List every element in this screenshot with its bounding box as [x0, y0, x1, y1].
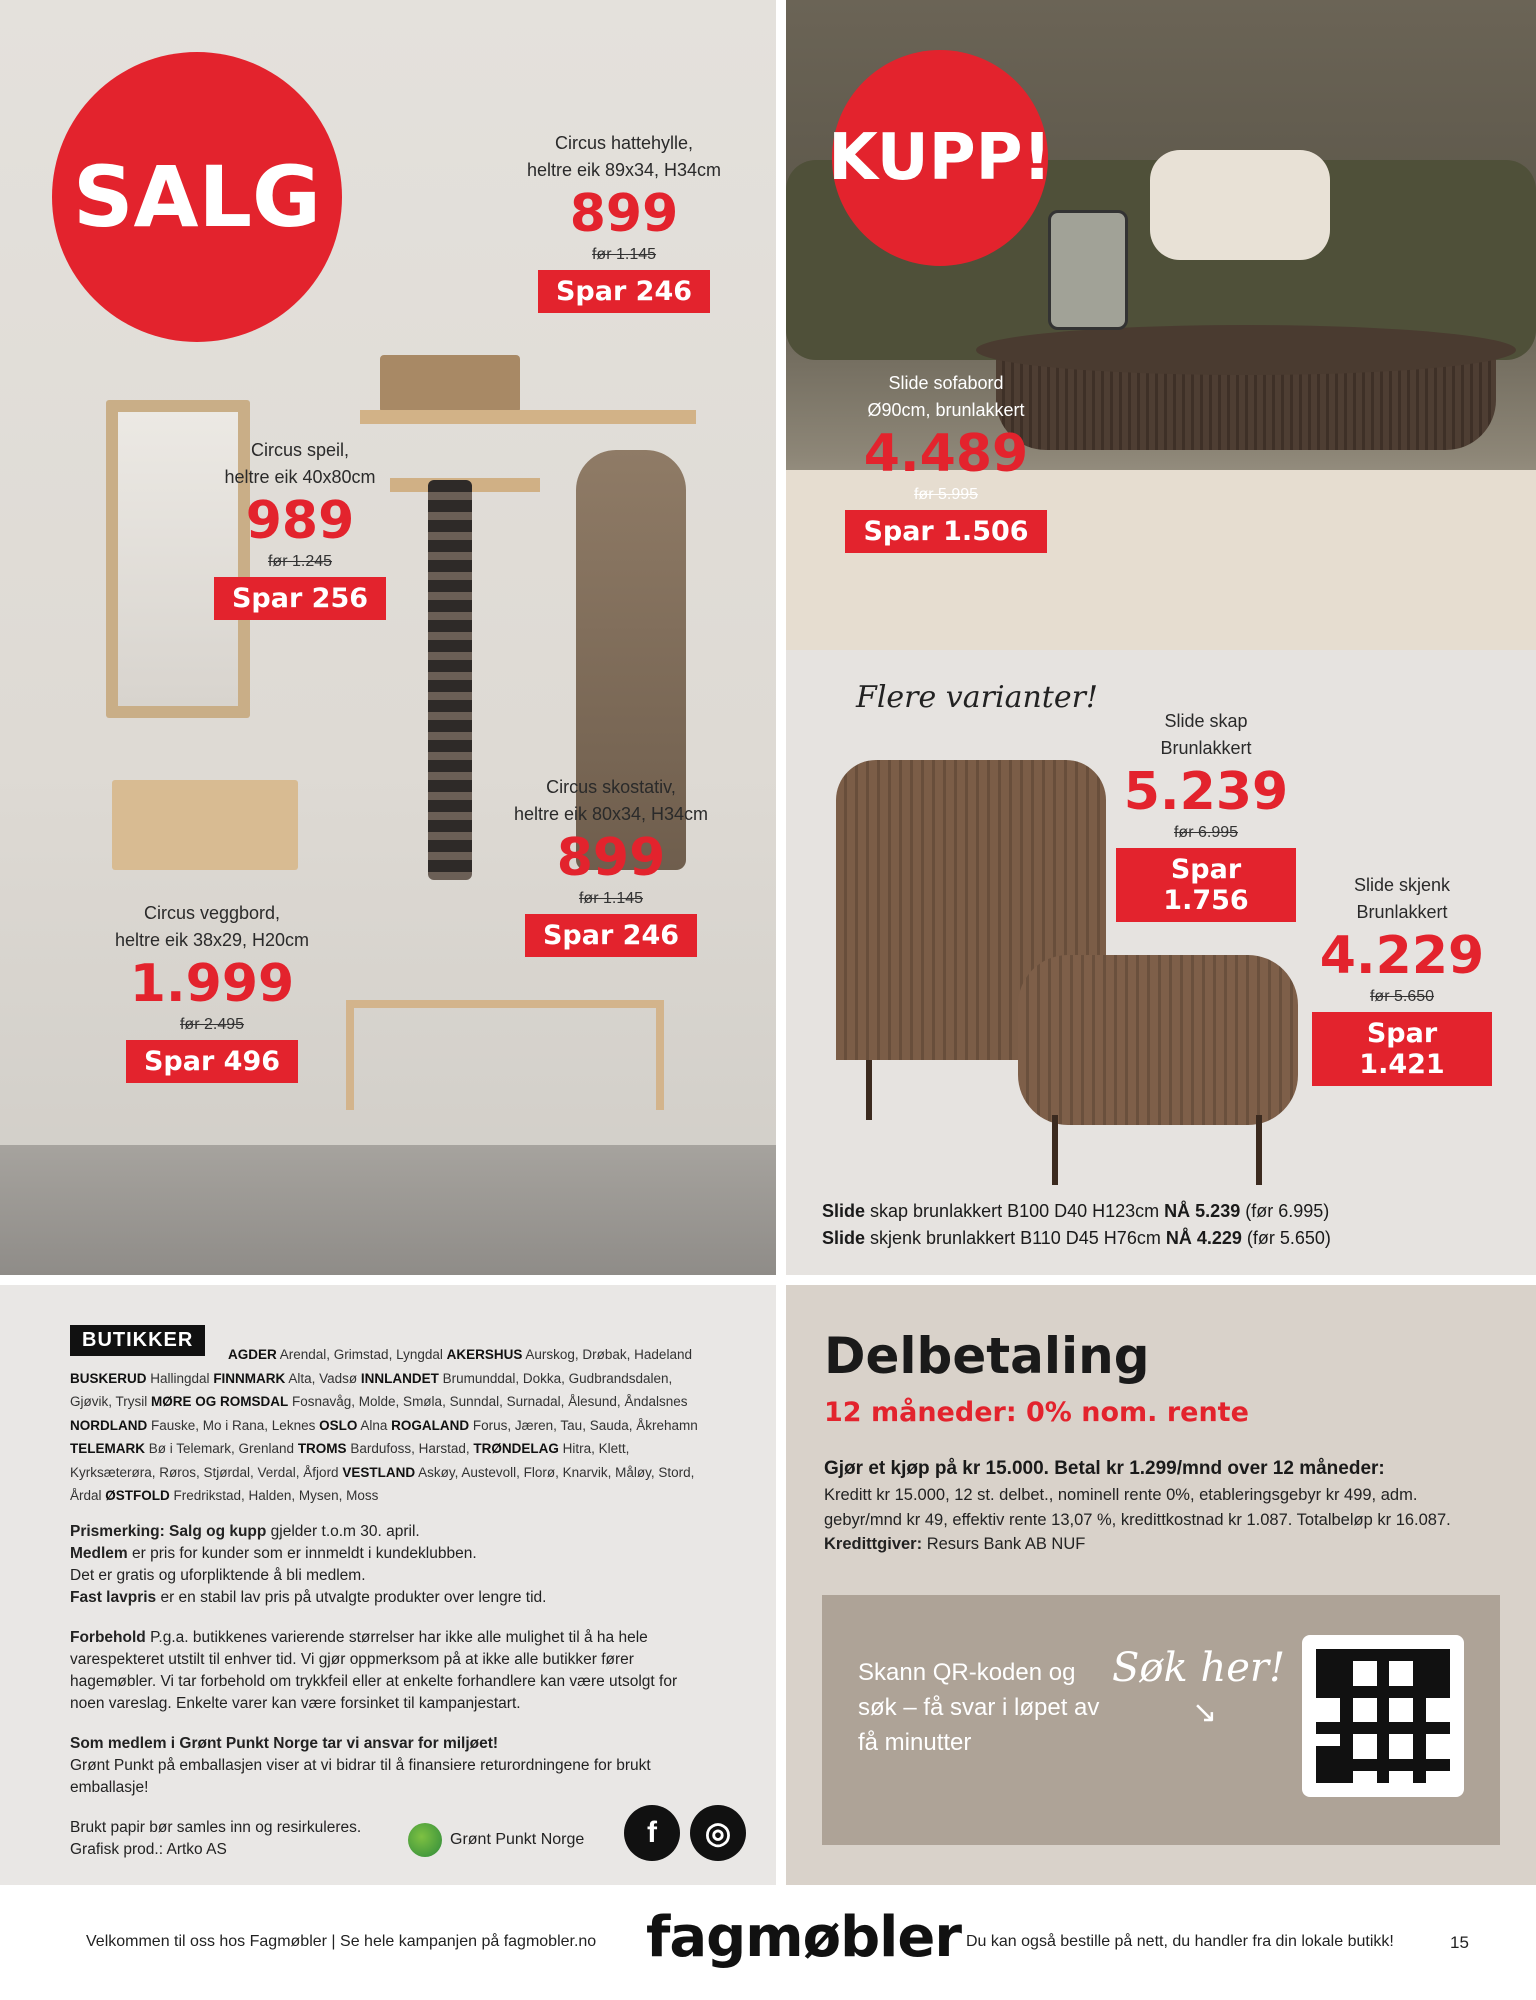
- qr-module: [1353, 1661, 1365, 1673]
- shoe-rack-image: [346, 1000, 664, 1110]
- grafisk-text: Grafisk prod.: Artko AS: [70, 1841, 227, 1858]
- page-number: 15: [1450, 1933, 1469, 1952]
- qr-module: [1353, 1771, 1365, 1783]
- qr-code-pattern: [1316, 1649, 1450, 1783]
- gront-punkt-heading: Som medlem i Grønt Punkt Norge tar vi ansvar for miljøet!: [70, 1735, 499, 1752]
- qr-module: [1413, 1746, 1425, 1758]
- spec-now-price: NÅ 4.229: [1165, 1228, 1242, 1248]
- qr-module: [1316, 1746, 1328, 1758]
- store-towns: Aurskog, Drøbak, Hadeland: [522, 1347, 692, 1362]
- qr-module: [1328, 1759, 1340, 1771]
- store-region: INNLANDET: [360, 1370, 439, 1386]
- qr-module: [1353, 1734, 1365, 1746]
- product-desc: Ø90cm, brunlakkert: [867, 400, 1025, 420]
- store-towns: Brumunddal, Dokka, Gudbrandsdalen, Gjøvik, Trysil: [70, 1370, 673, 1409]
- qr-module: [1401, 1771, 1413, 1783]
- qr-module: [1353, 1710, 1365, 1722]
- sideboard-image: [1018, 955, 1298, 1125]
- store-list: [70, 1343, 710, 1508]
- cushion-image: [1150, 150, 1330, 260]
- qr-module: [1401, 1722, 1413, 1734]
- qr-module: [1316, 1722, 1328, 1734]
- store-region: ROGALAND: [391, 1417, 470, 1433]
- qr-module: [1401, 1698, 1413, 1710]
- kupp-badge: KUPP!: [832, 50, 1048, 266]
- spar-badge: Spar 246: [525, 914, 697, 957]
- product-name: Slide skap: [1164, 711, 1248, 731]
- qr-module: [1413, 1698, 1425, 1710]
- spar-badge: Spar 1.506: [845, 510, 1046, 553]
- qr-module: [1340, 1649, 1352, 1661]
- salg-badge: SALG: [52, 52, 342, 342]
- store-towns: Alna: [357, 1417, 392, 1433]
- qr-module: [1377, 1759, 1389, 1771]
- product-desc: heltre eik 89x34, H34cm: [526, 160, 722, 180]
- qr-module: [1389, 1686, 1401, 1698]
- qr-module: [1328, 1734, 1340, 1746]
- qr-module: [1413, 1686, 1425, 1698]
- hat-shelf-image: [360, 410, 696, 424]
- qr-search-note: Søk her!: [1112, 1645, 1286, 1691]
- qr-module: [1316, 1734, 1328, 1746]
- product-price: 1.999: [129, 954, 295, 1014]
- qr-module: [1438, 1698, 1450, 1710]
- recycle-text: Brukt papir bør samles inn og resirkuleres.: [70, 1819, 362, 1836]
- qr-module: [1353, 1759, 1365, 1771]
- qr-module: [1377, 1746, 1389, 1758]
- arrow-icon: ↘: [1192, 1696, 1218, 1729]
- prismerking-text: gjelder t.o.m 30. april.: [266, 1523, 420, 1540]
- store-region: VESTLAND: [342, 1464, 416, 1480]
- store-region: BUSKERUD: [70, 1370, 147, 1386]
- spec-line-sideboard: [822, 1225, 1331, 1252]
- gront-punkt-logo-text: Grønt Punkt Norge: [450, 1831, 585, 1848]
- handwritten-note: Flere varianter!: [856, 680, 1098, 715]
- footer: [0, 1885, 1536, 2000]
- qr-module: [1353, 1746, 1365, 1758]
- qr-module: [1426, 1759, 1438, 1771]
- qr-module: [1328, 1661, 1340, 1673]
- store-region: TELEMARK: [70, 1441, 145, 1456]
- hall-panel: [0, 0, 776, 1275]
- floor-image: [0, 1145, 776, 1275]
- spar-badge: Spar 256: [214, 577, 386, 620]
- product-price: 4.229: [1319, 926, 1485, 986]
- store-region: AGDER: [228, 1347, 277, 1362]
- butikker-heading: BUTIKKER: [70, 1325, 205, 1356]
- qr-module: [1340, 1771, 1352, 1783]
- product-desc: Brunlakkert: [1356, 902, 1448, 922]
- qr-module: [1316, 1759, 1328, 1771]
- qr-module: [1426, 1771, 1438, 1783]
- spec-desc: skap brunlakkert B100 D40 H123cm: [865, 1201, 1165, 1221]
- slide-specs: [822, 1198, 1331, 1252]
- qr-module: [1365, 1673, 1377, 1685]
- qr-module: [1389, 1710, 1401, 1722]
- qr-module: [1377, 1722, 1389, 1734]
- qr-module: [1401, 1759, 1413, 1771]
- qr-instruction: Skann QR-koden og søk – få svar i løpet av få minutter: [858, 1659, 1100, 1756]
- qr-module: [1438, 1661, 1450, 1673]
- qr-module: [1426, 1649, 1438, 1661]
- spar-badge: Spar 496: [126, 1040, 298, 1083]
- qr-module: [1365, 1746, 1377, 1758]
- store-towns: Bø i Telemark, Grenland: [145, 1441, 298, 1456]
- medlem-text: er pris for kunder som er innmeldt i kundeklubben.: [127, 1545, 477, 1562]
- qr-module: [1413, 1734, 1425, 1746]
- qr-module: [1328, 1649, 1340, 1661]
- qr-module: [1316, 1661, 1328, 1673]
- product-before-price: før 6.995: [1173, 824, 1239, 841]
- print-info: [70, 1817, 410, 1861]
- store-region: TROMS: [297, 1441, 347, 1456]
- qr-module: [1377, 1771, 1389, 1783]
- qr-module: [1426, 1710, 1438, 1722]
- facebook-icon[interactable]: f: [624, 1805, 680, 1861]
- product-desc: heltre eik 40x80cm: [224, 467, 376, 487]
- qr-module: [1340, 1686, 1352, 1698]
- spec-before-price: (før 5.650): [1241, 1228, 1331, 1248]
- qr-module: [1365, 1734, 1377, 1746]
- prismerking-label: Prismerking: Salg og kupp: [70, 1523, 267, 1540]
- product-before-price: før 1.145: [591, 246, 657, 263]
- qr-module: [1413, 1771, 1425, 1783]
- qr-module: [1328, 1698, 1340, 1710]
- store-region: AKERSHUS: [446, 1347, 523, 1362]
- store-region: FINNMARK: [213, 1370, 286, 1386]
- store-towns: Askøy, Austevoll, Florø, Knarvik, Måløy, Stord, Årdal: [70, 1464, 695, 1503]
- qr-module: [1340, 1710, 1352, 1722]
- qr-module: [1413, 1722, 1425, 1734]
- medlem-line-2: Det er gratis og uforpliktende å bli medlem.: [70, 1567, 366, 1584]
- forbehold-info: [70, 1627, 710, 1715]
- qr-module: [1401, 1710, 1413, 1722]
- wall-table-image: [112, 780, 298, 870]
- store-towns: Fauske, Mo i Rana, Leknes: [147, 1417, 320, 1433]
- qr-module: [1438, 1734, 1450, 1746]
- qr-module: [1401, 1746, 1413, 1758]
- qr-module: [1377, 1673, 1389, 1685]
- fast-lavpris-line: [70, 1587, 710, 1609]
- qr-module: [1413, 1673, 1425, 1685]
- qr-module: [1438, 1710, 1450, 1722]
- qr-module: [1389, 1649, 1401, 1661]
- store-towns: Alta, Vadsø: [285, 1370, 361, 1386]
- qr-module: [1438, 1722, 1450, 1734]
- product-name: Circus skostativ,: [546, 777, 676, 797]
- qr-module: [1389, 1734, 1401, 1746]
- qr-module: [1377, 1686, 1389, 1698]
- qr-module: [1353, 1649, 1365, 1661]
- qr-module: [1438, 1771, 1450, 1783]
- qr-module: [1328, 1673, 1340, 1685]
- qr-module: [1438, 1746, 1450, 1758]
- product-before-price: før 5.650: [1369, 988, 1435, 1005]
- qr-module: [1353, 1698, 1365, 1710]
- store-towns: Hitra, Klett, Kyrksæterøra, Røros, Stjørdal, Verdal, Åfjord: [70, 1441, 630, 1480]
- qr-module: [1413, 1759, 1425, 1771]
- coffee-table-top-image: [976, 325, 1516, 375]
- spar-badge: Spar 1.421: [1312, 1012, 1492, 1086]
- qr-module: [1340, 1759, 1352, 1771]
- store-region: NORDLAND: [70, 1417, 148, 1433]
- product-before-price: før 1.245: [267, 553, 333, 570]
- qr-module: [1365, 1686, 1377, 1698]
- qr-module: [1426, 1661, 1438, 1673]
- product-price: 899: [569, 184, 679, 244]
- living-panel: [786, 0, 1536, 650]
- qr-module: [1328, 1722, 1340, 1734]
- qr-module: [1365, 1698, 1377, 1710]
- qr-module: [1389, 1759, 1401, 1771]
- basket-image: [380, 355, 520, 413]
- qr-module: [1438, 1759, 1450, 1771]
- qr-module: [1389, 1746, 1401, 1758]
- spec-brand: Slide: [822, 1201, 866, 1221]
- qr-module: [1426, 1673, 1438, 1685]
- qr-module: [1426, 1722, 1438, 1734]
- store-towns: Hallingdal: [146, 1370, 214, 1386]
- credit-terms: [824, 1483, 1464, 1557]
- spec-line-cabinet: [822, 1198, 1331, 1225]
- product-desc: Brunlakkert: [1160, 738, 1252, 758]
- info-panel: [0, 1285, 776, 1885]
- qr-module: [1377, 1710, 1389, 1722]
- gront-punkt-icon: [408, 1823, 442, 1857]
- store-towns: Bardufoss, Harstad,: [346, 1441, 474, 1456]
- qr-module: [1316, 1649, 1328, 1661]
- lantern-image: [1048, 210, 1128, 330]
- qr-module: [1328, 1686, 1340, 1698]
- qr-module: [1316, 1673, 1328, 1685]
- qr-module: [1353, 1686, 1365, 1698]
- fagmobler-logo[interactable]: fagmøbler: [646, 1905, 961, 1970]
- qr-module: [1377, 1698, 1389, 1710]
- product-before-price: før 5.995: [913, 486, 979, 503]
- qr-module: [1401, 1649, 1413, 1661]
- store-towns: Arendal, Grimstad, Lyngdal: [276, 1347, 447, 1362]
- qr-module: [1328, 1771, 1340, 1783]
- qr-module: [1340, 1722, 1352, 1734]
- qr-module: [1426, 1746, 1438, 1758]
- sideboard-legs-image: [1052, 1115, 1262, 1185]
- kredittgiver-label: Kredittgiver:: [824, 1535, 923, 1553]
- instagram-icon[interactable]: ◎: [690, 1805, 746, 1861]
- credit-lead: Gjør et kjøp på kr 15.000. Betal kr 1.299/mnd over 12 måneder:: [824, 1458, 1385, 1479]
- product-name: Circus hattehylle,: [554, 133, 694, 153]
- qr-module: [1365, 1722, 1377, 1734]
- qr-module: [1401, 1686, 1413, 1698]
- spec-now-price: NÅ 5.239: [1164, 1201, 1241, 1221]
- store-towns: Fosnavåg, Molde, Smøla, Sunndal, Surnadal, Ålesund, Åndalsnes: [288, 1394, 688, 1409]
- medlem-line: [70, 1543, 710, 1565]
- product-name: Slide sofabord: [888, 373, 1004, 393]
- credit-panel: [786, 1285, 1536, 1885]
- store-region: MØRE OG ROMSDAL: [151, 1394, 289, 1409]
- product-price: 5.239: [1123, 762, 1289, 822]
- gront-punkt-text: Grønt Punkt på emballasjen viser at vi bidrar til å finansiere returordningene for brukt emballasje!: [70, 1757, 651, 1796]
- price-block-mirror[interactable]: [200, 437, 400, 620]
- qr-module: [1340, 1746, 1352, 1758]
- qr-module: [1377, 1649, 1389, 1661]
- price-block-sideboard[interactable]: [1312, 872, 1492, 1086]
- price-block-hat-shelf[interactable]: [508, 130, 740, 313]
- qr-module: [1413, 1649, 1425, 1661]
- qr-module: [1401, 1661, 1413, 1673]
- store-region: TRØNDELAG: [473, 1441, 559, 1456]
- qr-module: [1340, 1734, 1352, 1746]
- store-region: ØSTFOLD: [105, 1488, 170, 1503]
- qr-module: [1377, 1734, 1389, 1746]
- product-price: 989: [245, 491, 355, 551]
- price-block-shoe-rack[interactable]: [500, 774, 722, 957]
- price-block-coffee-table[interactable]: [836, 370, 1056, 553]
- slide-panel: [786, 650, 1536, 1275]
- kredittgiver-name: Resurs Bank AB NUF: [922, 1535, 1086, 1553]
- qr-module: [1389, 1771, 1401, 1783]
- spar-badge: Spar 1.756: [1116, 848, 1296, 922]
- qr-module: [1413, 1661, 1425, 1673]
- gront-punkt-info: [70, 1733, 710, 1799]
- qr-module: [1377, 1661, 1389, 1673]
- fast-lavpris-label: Fast lavpris: [70, 1589, 157, 1606]
- qr-module: [1353, 1673, 1365, 1685]
- qr-module: [1426, 1686, 1438, 1698]
- qr-module: [1438, 1673, 1450, 1685]
- qr-module: [1426, 1734, 1438, 1746]
- qr-module: [1328, 1710, 1340, 1722]
- product-before-price: før 2.495: [179, 1016, 245, 1033]
- product-desc: heltre eik 80x34, H34cm: [513, 804, 709, 824]
- prismerking-line: [70, 1521, 710, 1543]
- qr-module: [1316, 1771, 1328, 1783]
- footer-order-online: Du kan også bestille på nett, du handler fra din lokale butikk!: [966, 1933, 1394, 1950]
- price-block-cabinet[interactable]: [1116, 708, 1296, 922]
- credit-subtitle: 12 måneder: 0% nom. rente: [824, 1397, 1249, 1428]
- qr-module: [1365, 1661, 1377, 1673]
- product-desc: heltre eik 38x29, H20cm: [114, 930, 310, 950]
- credit-terms-text: Kreditt kr 15.000, 12 st. delbet., nominell rente 0%, etableringsgebyr kr 499, adm. gebyr/mnd kr 49, effektiv rente 13,07 %, kredittkostnad kr 1.087. Totalbeløp kr 16.087.: [824, 1486, 1451, 1529]
- qr-module: [1365, 1649, 1377, 1661]
- spec-before-price: (før 6.995): [1240, 1201, 1330, 1221]
- qr-module: [1426, 1698, 1438, 1710]
- qr-module: [1401, 1673, 1413, 1685]
- store-towns: Fredrikstad, Halden, Mysen, Moss: [169, 1488, 379, 1503]
- forbehold-label: Forbehold: [70, 1629, 146, 1646]
- credit-title: Delbetaling: [824, 1327, 1150, 1385]
- qr-module: [1340, 1673, 1352, 1685]
- spar-badge: Spar 246: [538, 270, 710, 313]
- qr-module: [1365, 1771, 1377, 1783]
- qr-module: [1401, 1734, 1413, 1746]
- product-price: 899: [556, 828, 666, 888]
- spec-brand: Slide: [822, 1228, 866, 1248]
- qr-module: [1316, 1698, 1328, 1710]
- medlem-label: Medlem: [70, 1545, 128, 1562]
- qr-section: [822, 1595, 1500, 1845]
- qr-module: [1328, 1746, 1340, 1758]
- product-price: 4.489: [863, 424, 1029, 484]
- qr-module: [1365, 1759, 1377, 1771]
- qr-module: [1438, 1649, 1450, 1661]
- qr-module: [1413, 1710, 1425, 1722]
- qr-module: [1353, 1722, 1365, 1734]
- store-towns: Forus, Jæren, Tau, Sauda, Åkrehamn: [469, 1417, 698, 1433]
- qr-module: [1389, 1698, 1401, 1710]
- product-before-price: før 1.145: [578, 890, 644, 907]
- pricing-info: [70, 1521, 710, 1609]
- qr-module: [1316, 1710, 1328, 1722]
- qr-module: [1389, 1661, 1401, 1673]
- product-name: Circus speil,: [250, 440, 350, 460]
- qr-module: [1340, 1698, 1352, 1710]
- footer-welcome[interactable]: Velkommen til oss hos Fagmøbler | Se hele kampanjen på fagmobler.no: [86, 1933, 597, 1950]
- store-region: OSLO: [319, 1417, 358, 1433]
- qr-module: [1340, 1661, 1352, 1673]
- product-name: Slide skjenk: [1353, 875, 1451, 895]
- qr-module: [1389, 1722, 1401, 1734]
- fast-lavpris-text: er en stabil lav pris på utvalgte produkter over lengre tid.: [156, 1589, 547, 1606]
- qr-code[interactable]: [1302, 1635, 1464, 1797]
- scarf-image: [428, 480, 472, 880]
- price-block-wall-table[interactable]: [100, 900, 324, 1083]
- qr-module: [1316, 1686, 1328, 1698]
- qr-module: [1438, 1686, 1450, 1698]
- qr-module: [1365, 1710, 1377, 1722]
- product-name: Circus veggbord,: [143, 903, 281, 923]
- forbehold-text: P.g.a. butikkenes varierende størrelser har ikke alle mulighet til å ha hele varespekteret utstilt til enhver tid. Vi gjør oppmerksom på at ikke alle butikker fører hagemøbler. Vi tar forbehold om trykkfeil eller at enkelte forhandlere kan være utsolgt for noen vareslag. Enkelte varer kan være forsinket til kampanjestart.: [70, 1629, 678, 1712]
- spec-desc: skjenk brunlakkert B110 D45 H76cm: [865, 1228, 1166, 1248]
- qr-module: [1389, 1673, 1401, 1685]
- gront-punkt-logo: [408, 1823, 584, 1857]
